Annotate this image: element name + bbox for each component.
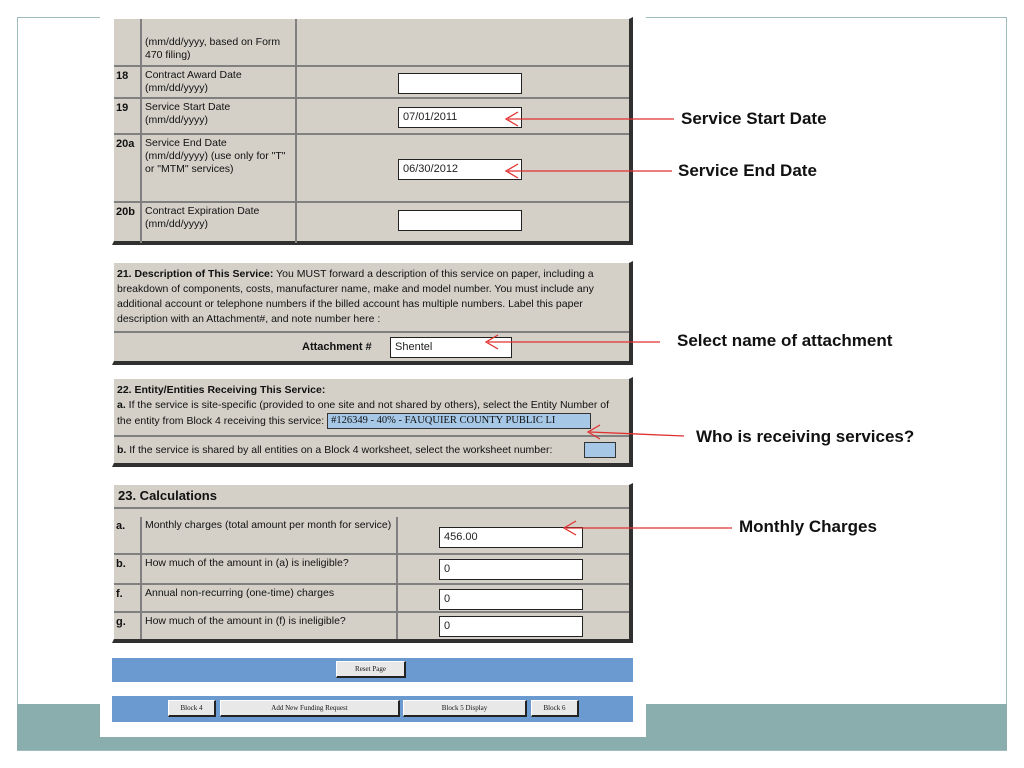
block21-title: 21. Description of This Service:: [117, 268, 274, 280]
calculations-title: 23. Calculations: [114, 485, 629, 509]
row-key: b.: [114, 555, 142, 583]
monthly-ineligible-input[interactable]: 0: [439, 559, 583, 580]
option-a-key: a.: [117, 399, 126, 411]
arrow-receiving: [590, 432, 684, 436]
callout-monthly: Monthly Charges: [739, 517, 877, 536]
attachment-label: Attachment #: [302, 341, 372, 353]
callout-service-end: Service End Date: [678, 161, 817, 180]
annual-ineligible-label: How much of the amount in (f) is ineligible?: [142, 613, 398, 639]
block5-display-button[interactable]: Block 5 Display: [403, 700, 527, 717]
monthly-charges-label: Monthly charges (total amount per month for service): [142, 517, 398, 553]
block22-title: 22. Entity/Entities Receiving This Service:: [117, 384, 326, 396]
annual-nonrecurring-input[interactable]: 0: [439, 589, 583, 610]
row-number: 20b: [114, 203, 142, 243]
service-start-input[interactable]: 07/01/2011: [398, 107, 522, 128]
callout-attachment: Select name of attachment: [677, 331, 893, 350]
contract-award-label: Contract Award Date (mm/dd/yyyy): [142, 67, 297, 97]
row-number: 20a: [114, 135, 142, 201]
entity-select[interactable]: #126349 - 40% - FAUQUIER COUNTY PUBLIC LI: [327, 413, 591, 429]
block6-button[interactable]: Block 6: [531, 700, 579, 717]
option-b-key: b.: [117, 444, 127, 456]
row-number: 19: [114, 99, 142, 133]
service-end-input[interactable]: 06/30/2012: [398, 159, 522, 180]
annual-ineligible-input[interactable]: 0: [439, 616, 583, 637]
row-key: f.: [114, 585, 142, 611]
annual-nonrecurring-label: Annual non-recurring (one-time) charges: [142, 585, 398, 611]
add-funding-request-button[interactable]: Add New Funding Request: [220, 700, 400, 717]
block4-button[interactable]: Block 4: [168, 700, 216, 717]
service-start-label: Service Start Date (mm/dd/yyyy): [142, 99, 297, 133]
callout-service-start: Service Start Date: [681, 109, 827, 128]
monthly-charges-input[interactable]: 456.00: [439, 527, 583, 548]
row-17-label: (mm/dd/yyyy, based on Form 470 filing): [142, 19, 297, 65]
block21-text: You MUST forward a description of this service on paper, including a breakdown of components, costs, manufacturer name, make and model number. You must include any additional account or telephone numbers if the billed account has multiple numbers. Label this paper description with an Attachment#, and note number here :: [117, 268, 594, 325]
service-end-label: Service End Date (mm/dd/yyyy) (use only for "T" or "MTM" services): [142, 135, 297, 201]
option-a-text: If the service is site-specific (provided to one site and not shared by others), select the Entity Number of the entity from Block 4 receiving this service:: [117, 399, 609, 427]
contract-expiration-label: Contract Expiration Date (mm/dd/yyyy): [142, 203, 297, 243]
attachment-input[interactable]: Shentel: [390, 337, 512, 358]
row-number: 18: [114, 67, 142, 97]
row-key: a.: [114, 517, 142, 553]
callout-receiving: Who is receiving services?: [696, 427, 915, 446]
option-b-text: If the service is shared by all entities on a Block 4 worksheet, select the worksheet number:: [126, 444, 553, 456]
monthly-ineligible-label: How much of the amount in (a) is ineligible?: [142, 555, 398, 583]
row-key: g.: [114, 613, 142, 639]
reset-page-button[interactable]: Reset Page: [336, 661, 406, 678]
